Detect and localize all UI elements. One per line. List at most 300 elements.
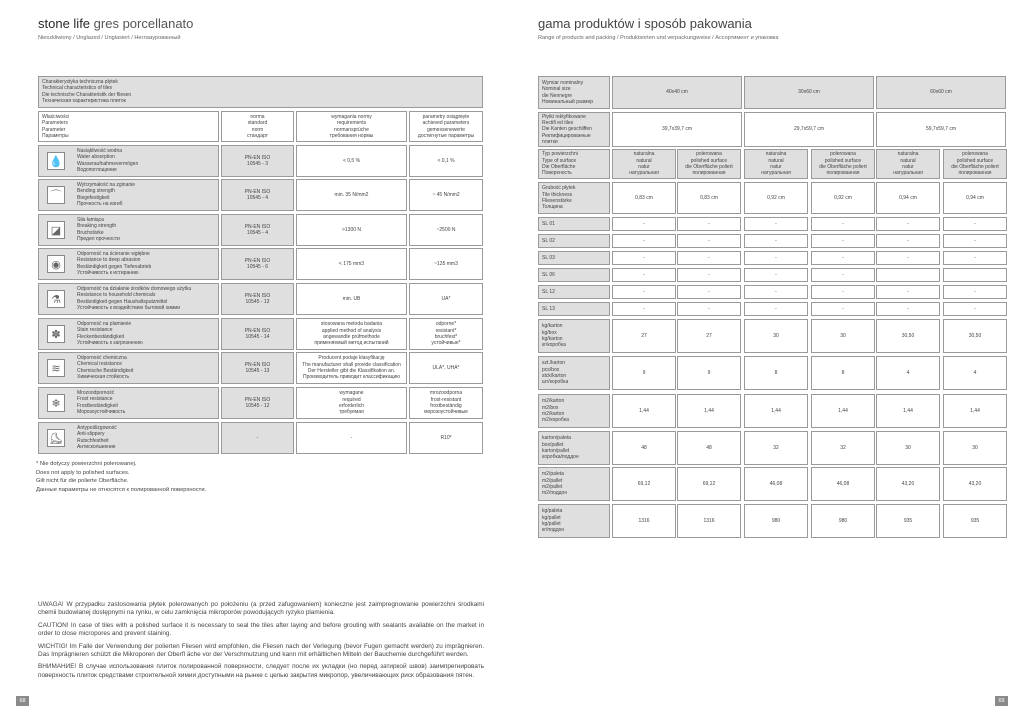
packing-cell xyxy=(943,467,1007,501)
cell-line: - xyxy=(643,271,645,278)
cell-line: - xyxy=(907,254,909,261)
cell-line: 9 xyxy=(642,369,646,376)
thickness-cell xyxy=(943,182,1007,214)
cell-line: natur xyxy=(638,164,650,170)
cell-line: 32 xyxy=(773,444,779,451)
cell-line: требуемая xyxy=(339,409,364,416)
sl-cell xyxy=(744,217,808,231)
cell-line: - xyxy=(842,220,844,227)
norm-cell xyxy=(221,352,294,384)
row-label xyxy=(38,387,219,419)
surface-natural-cell xyxy=(876,149,940,179)
cell-line: Fleckenbeständigkeit xyxy=(77,333,124,340)
cell-line: 48 xyxy=(641,444,647,451)
cell-line: die Oberfläche poliert xyxy=(685,164,733,170)
cell-line: - xyxy=(643,305,645,312)
cell-line: 43,20 xyxy=(968,480,982,487)
sl-cell xyxy=(811,217,875,231)
thickness-cell xyxy=(612,182,676,214)
cell-line: ~2500 N xyxy=(436,226,456,233)
abrasion-icon: ◉ xyxy=(47,255,65,273)
cell-line: requirements xyxy=(336,120,367,127)
cell-line: 46,08 xyxy=(769,480,783,487)
sl-cell xyxy=(744,251,808,265)
cell-line: полированная xyxy=(692,170,726,177)
cell-line: stosowana metoda badania xyxy=(320,321,383,328)
cell-line: 30 xyxy=(840,332,846,339)
cell-line: gemessenewerte xyxy=(426,126,466,133)
cell-line: - xyxy=(842,305,844,312)
cell-line: R10* xyxy=(440,434,452,441)
value-cell xyxy=(409,179,483,211)
cell-line: Technical characteristics of tiles xyxy=(42,85,113,92)
bending-icon: ⌒ xyxy=(47,186,65,204)
cell-line: 27 xyxy=(641,332,647,339)
cell-line: - xyxy=(708,305,710,312)
sl-cell xyxy=(612,217,676,231)
cell-line: frost-resistant xyxy=(430,396,462,403)
rectified-size-cell xyxy=(876,112,1006,147)
cell-line: normansprüche xyxy=(334,126,369,133)
cell-line: Odporność na plamienie xyxy=(77,321,132,327)
cell-line: PN-EN ISO xyxy=(244,292,271,299)
row-label xyxy=(38,318,219,350)
cell-line: Frostbeständigkeit xyxy=(77,402,118,409)
nominal-size-cell xyxy=(612,76,742,109)
packing-cell xyxy=(744,319,808,353)
sl-cell xyxy=(677,268,741,282)
cell-line: kg/pallet xyxy=(542,521,561,527)
cell-line: Beständigkeit gegen Tiefenabrieb xyxy=(77,263,152,270)
cell-line: PN-EN ISO xyxy=(244,154,271,161)
sl-row-label xyxy=(538,268,610,282)
packing-cell xyxy=(677,356,741,390)
cell-line: < 175 mm3 xyxy=(338,260,365,267)
packing-cell xyxy=(677,504,741,538)
cell-line: - xyxy=(643,288,645,295)
cell-line: устойчивые* xyxy=(431,340,461,347)
cell-line: SL 01 xyxy=(542,220,555,227)
cell-line: angewandte prüfmethode xyxy=(323,334,380,340)
cell-line: 935 xyxy=(903,517,913,524)
cell-line: ~ 45 N/mm2 xyxy=(432,191,460,198)
packing-cell xyxy=(612,319,676,353)
sl-cell xyxy=(677,217,741,231)
sl-cell xyxy=(744,285,808,299)
cell-line: 1316 xyxy=(703,517,715,524)
cell-line: erforderlich xyxy=(338,403,364,409)
packing-cell xyxy=(677,467,741,501)
sl-cell xyxy=(943,234,1007,248)
cell-line: Поверхность xyxy=(542,170,572,177)
cell-line: SL 13 xyxy=(542,305,555,312)
cell-line: Техническая характеристика плиток xyxy=(42,97,126,104)
sl-row-label xyxy=(538,285,610,299)
cell-line: - xyxy=(842,254,844,261)
surface-natural-cell xyxy=(612,149,676,179)
cell-line: Antypoślizgowość xyxy=(77,425,117,431)
cell-line: 10545 - 3 xyxy=(246,161,269,167)
cell-line: Chemical resistance xyxy=(77,361,123,368)
packing-cell xyxy=(677,431,741,465)
cell-line: - xyxy=(842,237,844,244)
cell-line: natur xyxy=(770,164,782,170)
cell-line: polished surface xyxy=(824,157,862,164)
cell-line: naturalna xyxy=(897,151,919,158)
footnote-line: Gilt nicht für die polierte Oberfläche. xyxy=(36,478,129,485)
packing-cell xyxy=(744,394,808,428)
cell-line: The manufacturer shall provide classification xyxy=(302,361,401,368)
cell-line: стандарт xyxy=(247,132,268,139)
cell-line: 69,12 xyxy=(702,480,716,487)
packing-cell xyxy=(744,431,808,465)
sl-cell xyxy=(876,251,940,265)
cell-line: kg/karton xyxy=(542,323,563,330)
value-cell xyxy=(409,422,483,454)
sl-cell xyxy=(876,285,940,299)
cell-line: < 0,5 % xyxy=(342,157,361,164)
thickness-cell xyxy=(876,182,940,214)
cell-line: Beständigkeit gegen Haushaltsputzmittel xyxy=(77,298,168,305)
cell-line: 0,92 cm xyxy=(767,194,785,201)
cell-line: - xyxy=(350,434,353,441)
cell-line: odporne* xyxy=(435,321,457,328)
cell-line: pcs/box xyxy=(542,366,560,373)
packing-cell xyxy=(876,356,940,390)
row-label xyxy=(38,352,219,384)
row-label xyxy=(38,422,219,454)
header-cell xyxy=(38,111,219,142)
cell-line: - xyxy=(907,220,909,227)
cell-line: 30,50 xyxy=(901,332,915,339)
norm-cell xyxy=(221,179,294,211)
cell-line: Параметры xyxy=(42,132,69,139)
cell-line: ULA*, UHA* xyxy=(432,364,460,371)
cell-line: Wasseraufnahmevermögen xyxy=(77,160,139,167)
cell-line: - xyxy=(907,305,909,312)
row-label xyxy=(538,319,610,353)
cell-line: Wymiar nominalny xyxy=(542,79,584,86)
norm-cell xyxy=(221,422,294,454)
value-cell xyxy=(409,283,483,315)
cell-line: 10545 - 6 xyxy=(246,264,269,270)
cell-line: karton/pallet xyxy=(542,448,570,454)
cell-line: wymagania normy xyxy=(331,113,372,120)
cell-line: m2/поддон xyxy=(542,490,568,497)
cell-line: Предел прочности xyxy=(77,235,120,242)
cell-line: - xyxy=(775,305,777,312)
sl-cell xyxy=(677,251,741,265)
warnings xyxy=(38,601,484,684)
value-cell xyxy=(409,145,483,177)
sl-cell xyxy=(677,285,741,299)
page-subtitle-right: Range of products and packing / Produktsorten und verpackungweise / Ассортимент и упаковка xyxy=(538,35,779,41)
cell-line: mrozoodporna xyxy=(429,390,463,397)
cell-line: Der Hersteller gibt die Klassifikation an. xyxy=(307,368,396,374)
cell-line: Parameter xyxy=(42,126,66,133)
cell-line: achieved parameters xyxy=(422,120,470,127)
cell-line: Производитель приводит классификацию xyxy=(302,374,401,381)
packing-cell xyxy=(612,356,676,390)
cell-line: 0,83 cm xyxy=(700,194,718,201)
cell-line: 69,12 xyxy=(637,480,651,487)
packing-cell xyxy=(811,394,875,428)
cell-line: Chemische Beständigkeit xyxy=(77,367,134,374)
sl-cell xyxy=(744,234,808,248)
cell-line: Odporność na ścieranie wgłębne xyxy=(77,251,150,257)
cell-line: 0,94 cm xyxy=(966,194,984,201)
row-label xyxy=(38,179,219,211)
cell-line: >1300 N xyxy=(341,226,362,233)
cell-line: Die Kanten geschliffen xyxy=(542,126,592,133)
cell-line: szt./karton xyxy=(542,360,566,367)
norm-cell xyxy=(221,318,294,350)
sl-cell xyxy=(811,285,875,299)
cell-line: < 0,1 % xyxy=(437,157,455,164)
stain-icon: ✽ xyxy=(47,325,65,343)
sl-cell xyxy=(677,234,741,248)
cell-line: 10545 - 14 xyxy=(245,334,270,340)
surface-polished-cell xyxy=(943,149,1007,179)
surface-polished-cell xyxy=(811,149,875,179)
cell-line: Прочность на изгиб xyxy=(77,200,123,207)
row-label xyxy=(538,182,610,214)
cell-line: - xyxy=(708,254,710,261)
cell-line: - xyxy=(775,271,777,278)
cell-line: 980 xyxy=(771,517,781,524)
cell-line: натуральная xyxy=(629,170,659,177)
row-label xyxy=(538,467,610,501)
cell-line: kg/paleta xyxy=(542,508,563,515)
sl-cell xyxy=(811,268,875,282)
row-label xyxy=(38,214,219,246)
cell-line: 10545 - 4 xyxy=(246,230,269,236)
row-label xyxy=(38,248,219,280)
value-cell xyxy=(409,387,483,419)
cell-line: norma xyxy=(250,113,265,120)
cell-line: полированная xyxy=(958,170,992,177)
cell-line: - xyxy=(775,254,777,261)
page-title-left: stone life gres porcellanato xyxy=(38,16,194,31)
sl-row-label xyxy=(538,217,610,231)
cell-line: 59,7x59,7 cm xyxy=(925,126,957,133)
requirement-cell xyxy=(296,422,407,454)
cell-line: Charakterystyka techniczna płytek xyxy=(42,79,118,85)
cell-line: Płytki rektyfikowane xyxy=(542,113,586,120)
sl-cell xyxy=(943,251,1007,265)
requirement-cell xyxy=(296,214,407,246)
cell-line: 1,44 xyxy=(838,407,848,414)
sl-row-label xyxy=(538,251,610,265)
cell-line: - xyxy=(708,288,710,295)
cell-line: naturalna xyxy=(765,151,787,158)
cell-line: 27 xyxy=(706,332,712,339)
cell-line: 60x60 cm xyxy=(930,89,952,96)
packing-cell xyxy=(876,431,940,465)
value-cell xyxy=(409,248,483,280)
requirement-cell xyxy=(296,283,407,315)
cell-line: PN-EN ISO xyxy=(244,257,271,264)
cell-line: - xyxy=(974,254,976,261)
cell-line: m2/pallet xyxy=(542,477,563,484)
cell-line: Морозоустойчивость xyxy=(77,408,126,415)
cell-line: kg/pallet xyxy=(542,514,561,521)
cell-line: Biegefestigkeit xyxy=(77,194,110,201)
cell-line: Номинальный размер xyxy=(542,98,594,105)
cell-line: 10545 - 4 xyxy=(246,195,269,201)
cell-line: - xyxy=(775,288,777,295)
cell-line: PN-EN ISO xyxy=(244,396,271,403)
value-cell xyxy=(409,318,483,350)
cell-line: polerowana xyxy=(830,151,856,158)
cell-line: required xyxy=(342,396,361,403)
value-cell xyxy=(409,214,483,246)
row-label xyxy=(538,76,610,109)
warning-paragraph: UWAGA! W przypadku zastosowania płytek polerowanych po położeniu (a przed zafugowaniem) konieczne jest zaimpregnowanie powierzchni środkami chemii budowlanej dostępnymi na rynku, w celu zamknięcia mikroporów powodujących ryzyko plamienia. xyxy=(38,601,484,617)
cell-line: m2/box xyxy=(542,404,559,411)
cell-line: 0,83 cm xyxy=(635,194,653,201)
cell-line: stck/karton xyxy=(542,373,567,379)
cell-line: 43,20 xyxy=(901,480,915,487)
cell-line: PN-EN ISO xyxy=(244,327,271,334)
footnote-line: * Nie dotyczy powierzchni polerowanej. xyxy=(36,461,137,467)
value-cell xyxy=(409,352,483,384)
cell-line: PN-EN ISO xyxy=(244,188,271,195)
norm-cell xyxy=(221,214,294,246)
packing-cell xyxy=(876,319,940,353)
cell-line: die Oberfläche poliert xyxy=(951,164,999,170)
sl-cell xyxy=(612,251,676,265)
cell-line: 10545 - 13 xyxy=(245,368,270,374)
cell-line: Właściwości xyxy=(42,114,70,120)
header-cell xyxy=(296,111,407,142)
warning-paragraph: WICHTIG! Im Falle der Verwendung der polierten Fliesen wird empfohlen, die Fliesen nach der Verlegung (bevor Fugen gemacht werden) zu imprägnieren. Das Imprägnieren schützt die Mikroporen der Oberfl äche vor der Verschmutzung und kann mit erhältlichen Mitteln der Bauchemie durchgeführt werden. xyxy=(38,642,484,659)
cell-line: морозоустойчивые xyxy=(424,409,468,416)
cell-line: Anti-slippery xyxy=(77,431,105,438)
cell-line: Bending strength xyxy=(77,188,115,195)
row-label xyxy=(538,356,610,390)
cell-line: шт/коробка xyxy=(542,379,569,386)
nominal-size-cell xyxy=(876,76,1006,109)
cell-line: - xyxy=(974,305,976,312)
cell-line: m2/коробка xyxy=(542,417,569,424)
cell-line: 1,44 xyxy=(639,407,649,414)
surface-polished-cell xyxy=(677,149,741,179)
cell-line: Type of surface xyxy=(542,157,577,164)
cell-line: достигнутые параметры xyxy=(417,132,475,139)
packing-cell xyxy=(744,356,808,390)
household-chemicals-icon: ⚗ xyxy=(47,290,65,308)
footnote xyxy=(36,460,266,494)
cell-line: min. UB xyxy=(342,295,361,302)
cell-line: 1,44 xyxy=(903,407,913,414)
sl-cell xyxy=(943,302,1007,316)
packing-cell xyxy=(876,467,940,501)
cell-line: polerowana xyxy=(962,151,988,158)
cell-line: - xyxy=(974,237,976,244)
thickness-cell xyxy=(811,182,875,214)
page-number-right: 69 xyxy=(995,696,1008,706)
cell-line: 46,08 xyxy=(836,480,850,487)
row-label xyxy=(538,149,610,179)
table-heading xyxy=(38,76,483,108)
cell-line: box/pallet xyxy=(542,441,564,448)
cell-line: - xyxy=(708,237,710,244)
packing-cell xyxy=(612,467,676,501)
cell-line: Bruchstärke xyxy=(77,229,104,236)
cell-line: Nominal size xyxy=(542,86,571,93)
cell-line: SL 02 xyxy=(542,237,555,244)
cell-line: Mrozoodporność xyxy=(77,390,115,396)
cell-line: die Nennegre xyxy=(542,92,573,99)
cell-line: - xyxy=(643,237,645,244)
row-label xyxy=(38,145,219,177)
row-label xyxy=(38,283,219,315)
cell-line: - xyxy=(775,220,777,227)
cell-line: 30 xyxy=(773,332,779,339)
water-drop-icon: 💧 xyxy=(47,152,65,170)
cell-line: Водопоглощение xyxy=(77,166,117,173)
frost-icon: ❄ xyxy=(47,394,65,412)
cell-line: 30 xyxy=(905,444,911,451)
cell-line: natural xyxy=(636,157,652,164)
packing-cell xyxy=(677,319,741,353)
cell-line: кг/поддон xyxy=(542,527,565,534)
packing-cell xyxy=(943,394,1007,428)
cell-line: натуральная xyxy=(893,170,923,177)
row-label xyxy=(538,504,610,538)
packing-cell xyxy=(811,504,875,538)
cell-line: Parameters xyxy=(42,120,68,127)
sl-cell xyxy=(876,268,940,282)
sl-cell xyxy=(943,268,1007,282)
cell-line: 30,50 xyxy=(968,332,982,339)
cell-line: - xyxy=(708,220,710,227)
sl-cell xyxy=(876,302,940,316)
cell-line: - xyxy=(708,271,710,278)
cell-line: Resistance to deep abrasion xyxy=(77,257,141,264)
cell-line: m2/pallet xyxy=(542,484,563,490)
cell-line: polished surface xyxy=(956,157,994,164)
cell-line: 10545 - 13 xyxy=(245,299,270,305)
sl-cell xyxy=(744,302,808,316)
sl-cell xyxy=(744,268,808,282)
cell-line: 935 xyxy=(970,517,980,524)
requirement-cell xyxy=(296,318,407,350)
requirement-cell xyxy=(296,352,407,384)
cell-line: wymagane xyxy=(339,390,364,397)
cell-line: 4 xyxy=(906,369,910,376)
cell-line: 980 xyxy=(838,517,848,524)
cell-line: Water absorption xyxy=(77,154,115,161)
sl-cell xyxy=(811,234,875,248)
sl-row-label xyxy=(538,302,610,316)
cell-line: polerowana xyxy=(696,151,722,158)
packing-cell xyxy=(612,431,676,465)
cell-line: 1,44 xyxy=(704,407,714,414)
thickness-cell xyxy=(677,182,741,214)
header-cell xyxy=(221,111,294,142)
cell-line: Die Oberfläche xyxy=(542,164,576,170)
header-cell xyxy=(409,111,483,142)
cell-line: 10545 - 12 xyxy=(245,403,270,409)
cell-line: min. 35 N/mm2 xyxy=(334,191,369,198)
cell-line: - xyxy=(974,288,976,295)
cell-line: resistant* xyxy=(435,327,457,334)
cell-line: Producent podaje klasyfikację xyxy=(318,355,385,362)
sl-row-label xyxy=(538,234,610,248)
cell-line: 8 xyxy=(774,369,778,376)
